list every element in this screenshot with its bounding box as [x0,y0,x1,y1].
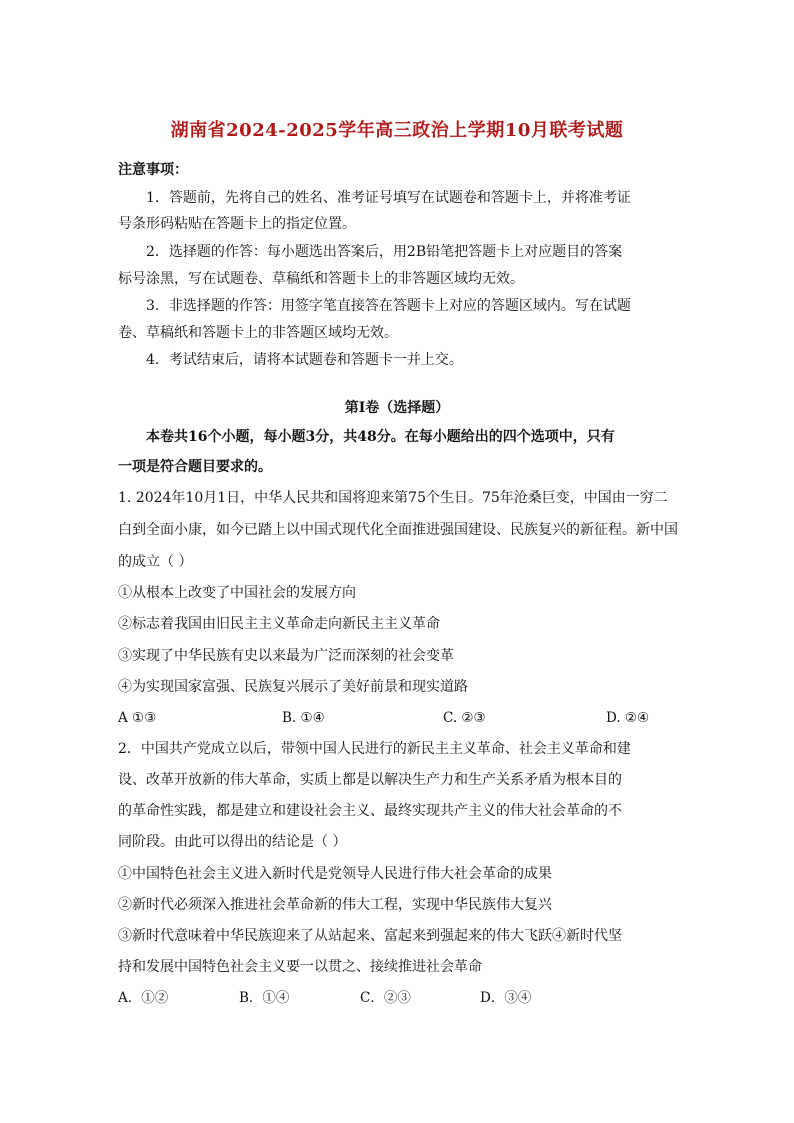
question-2-stem: 2．中国共产党成立以后，带领中国人民进行的新民主主义革命、社会主义革命和建 [118,741,631,757]
question-2-stem: 同阶段。由此可以得出的结论是（ ） [118,834,347,850]
notice-item: 号条形码粘贴在答题卡上的指定位置。 [118,216,356,232]
notice-item: 2．选择题的作答：每小题选出答案后，用2B铅笔把答题卡上对应题目的答案 [146,244,623,260]
notice-heading: 注意事项： [118,162,188,178]
option-d: D．③④ [480,990,532,1006]
question-2-stem: 设、改革开放新的伟大革命，实质上都是以解决生产力和生产关系矛盾为根本目的 [118,772,622,788]
notice-item: 1．答题前，先将自己的姓名、准考证号填写在试题卷和答题卡上，并将准考证 [146,190,631,206]
question-1-statement: ①从根本上改变了中国社会的发展方向 [118,585,356,601]
notice-item: 标号涂黑，写在试题卷、草稿纸和答题卡上的非答题区域均无效。 [118,271,524,287]
question-2-statement: ③新时代意味着中华民族迎来了从站起来、富起来到强起来的伟大飞跃④新时代坚 [118,928,622,944]
option-c: C. ②③ [443,710,486,726]
question-1-stem: 白到全面小康，如今已踏上以中国式现代化全面推进强国建设、民族复兴的新征程。新中国 [118,522,678,538]
notice-item: 4．考试结束后，请将本试题卷和答题卡一并上交。 [146,352,463,368]
section-intro: 一项是符合题目要求的。 [118,459,272,475]
question-2-statement: ②新时代必须深入推进社会革命新的伟大工程，实现中华民族伟大复兴 [118,897,552,913]
question-2-stem: 的革命性实践，都是建立和建设社会主义、最终实现共产主义的伟大社会革命的不 [118,803,622,819]
question-1-statement: ②标志着我国由旧民主主义革命走向新民主主义革命 [118,616,440,632]
option-a: A ①③ [118,710,157,726]
option-b: B．①④ [239,990,290,1006]
notice-item: 卷、草稿纸和答题卡上的非答题区域均无效。 [118,325,398,341]
option-c: C．②③ [360,990,411,1006]
exam-title: 湖南省2024-2025学年高三政治上学期10月联考试题 [170,120,624,141]
question-1-options [118,708,678,728]
notice-item: 3．非选择题的作答：用签字笔直接答在答题卡上对应的答题区域内。写在试题 [146,298,631,314]
question-2-statement: ①中国特色社会主义进入新时代是党领导人民进行伟大社会革命的成果 [118,866,552,882]
question-2-options [118,988,678,1008]
section-intro: 本卷共16个小题，每小题3分，共48分。在每小题给出的四个选项中，只有 [146,429,615,445]
question-2-statement: 持和发展中国特色社会主义要一以贯之、接续推进社会革命 [118,959,482,975]
option-a: A．①② [118,990,169,1006]
question-1-statement: ③实现了中华民族有史以来最为广泛而深刻的社会变革 [118,648,454,664]
option-d: D. ②④ [606,710,650,726]
question-1-stem: 的成立（ ） [118,554,193,570]
section-heading: 第Ⅰ卷（选择题） [344,400,450,416]
question-1-statement: ④为实现国家富强、民族复兴展示了美好前景和现实道路 [118,679,468,695]
option-b: B. ①④ [282,710,325,726]
question-1-stem: 1. 2024年10月1日，中华人民共和国将迎来第75个生日。75年沧桑巨变，中国由一穷二 [118,490,668,506]
